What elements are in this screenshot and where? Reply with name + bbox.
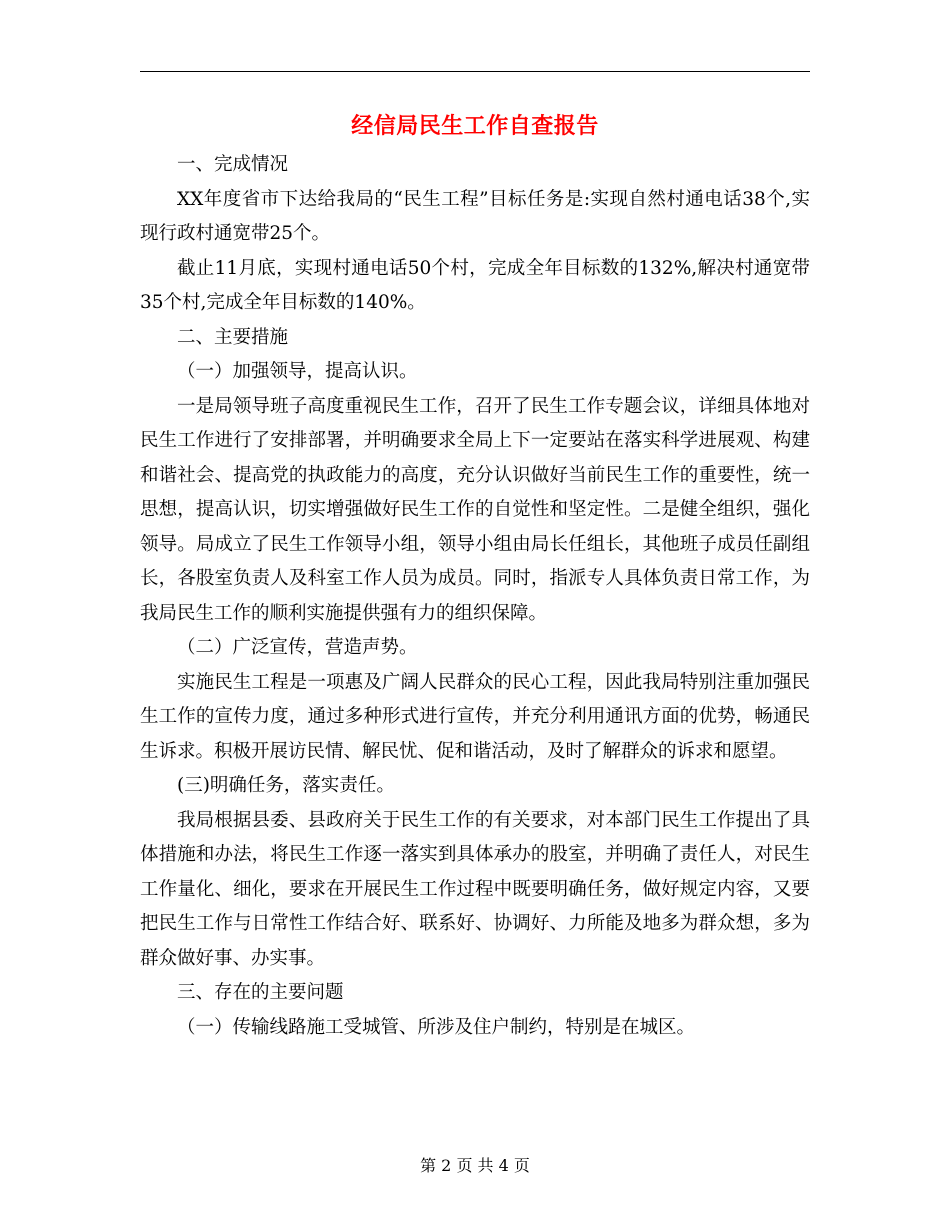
section-heading-measures: 二、主要措施 <box>177 326 289 348</box>
document-body <box>140 148 810 1045</box>
paragraph-leadership: 一是局领导班子高度重视民生工作，召开了民生工作专题会议，详细具体地对民生工作进行了安排部署，并明确要求全局上下一定要站在落实科学进展观、构建和谐社会、提高党的执政能力的高度，充分认识做好当前民生工作的重要性，统一思想，提高认识，切实增强做好民生工作的自觉性和坚定性。二是健全组织，强化领导。局成立了民生工作领导小组，领导小组由局长任组长，其他班子成员任副组长，各股室负责人及科室工作人员为成员。同时，指派专人具体负责日常工作，为我局民生工作的顺利实施提供强有力的组织保障。 <box>140 395 810 624</box>
page-footer: 第 2 页 共 4 页 <box>420 1156 530 1175</box>
subheading-publicity: （二）广泛宣传，营造声势。 <box>177 637 418 658</box>
paragraph-results: 截止11月底，实现村通电话50个村，完成全年目标数的132%,解决村通宽带35个村,完成全年目标数的140%。 <box>140 257 810 313</box>
paragraph-responsibility: 我局根据县委、县政府关于民生工作的有关要求，对本部门民生工作提出了具体措施和办法，将民生工作逐一落实到具体承办的股室，并明确了责任人，对民生工作量化、细化，要求在开展民生工作过程中既要明确任务，做好规定内容，又要把民生工作与日常性工作结合好、联系好、协调好、力所能及地多为群众想，多为群众做好事、办实事。 <box>140 809 810 969</box>
subheading-leadership: （一）加强领导，提高认识。 <box>177 361 418 382</box>
document-title: 经信局民生工作自查报告 <box>351 113 599 139</box>
section-heading-problems: 三、存在的主要问题 <box>177 982 344 1003</box>
subheading-responsibility: (三)明确任务，落实责任。 <box>177 775 395 796</box>
section-heading-completion: 一、完成情况 <box>177 154 289 175</box>
paragraph-targets: XX年度省市下达给我局的“民生工程”目标任务是:实现自然村通电话38个,实现行政村通宽带25个。 <box>140 188 810 244</box>
subheading-transmission: （一）传输线路施工受城管、所涉及住户制约，特别是在城区。 <box>177 1016 696 1038</box>
header-rule <box>140 71 810 72</box>
paragraph-publicity: 实施民生工程是一项惠及广阔人民群众的民心工程，因此我局特别注重加强民生工作的宣传力度，通过多种形式进行宣传，并充分利用通讯方面的优势，畅通民生诉求。积极开展访民情、解民忧、促和谐活动，及时了解群众的诉求和愿望。 <box>140 671 810 762</box>
